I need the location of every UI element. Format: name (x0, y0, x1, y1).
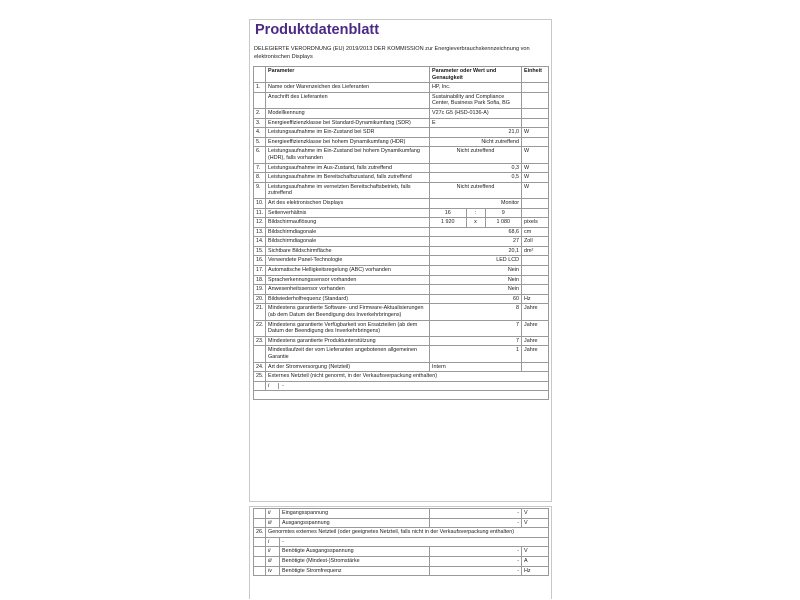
param-value: Nein (430, 285, 522, 295)
param-value: 60 (430, 294, 522, 304)
table-row (254, 547, 549, 557)
param-label: Art des elektronischen Displays (266, 198, 430, 208)
header-param: Parameter (266, 67, 430, 83)
param-value: Nein (430, 266, 522, 276)
param-value: V27c G5 (HSD-0136-A) (430, 108, 522, 118)
table-row (254, 556, 549, 566)
row-number: 1. (254, 83, 266, 93)
ratio-b: 9 (501, 209, 505, 216)
row-number: 2. (254, 108, 266, 118)
param-label: Genormtes externes Netzteil (oder geeignetes Netzteil, falls nicht in der Verkaufsverpackung enthalten) (266, 528, 549, 538)
ratio-separator: x (467, 218, 486, 227)
param-label: Name oder Warenzeichen des Lieferanten (266, 83, 430, 93)
param-value: Nicht zutreffend (430, 147, 522, 163)
param-value: 8 (430, 304, 522, 320)
roman-index: iii (266, 556, 280, 566)
param-value: Intern (430, 362, 522, 372)
param-value: Monitor (430, 198, 522, 208)
param-value: HP, Inc. (430, 83, 522, 93)
param-label: Eingangsspannung (280, 509, 430, 519)
table-row (254, 163, 549, 173)
row-number (254, 92, 266, 108)
param-unit: Hz (522, 294, 549, 304)
table-row (254, 198, 549, 208)
param-value: - (282, 382, 284, 389)
param-unit: W (522, 163, 549, 173)
param-label: Energieeffizienzklasse bei hohem Dynamikumfang (HDR) (266, 137, 430, 147)
param-unit: dm² (522, 246, 549, 256)
row-number (254, 346, 266, 362)
param-value: LED LCD (430, 256, 522, 266)
param-label: Bildschirmauflösung (266, 218, 430, 228)
blank-row (254, 391, 549, 400)
row-number: 9. (254, 182, 266, 198)
param-value (430, 218, 522, 228)
row-number: 3. (254, 118, 266, 128)
param-label: Mindestens garantierte Software- und Firmware-Aktualisierungen (ab dem Datum der Beendigung des Inverkehrbringens) (266, 304, 430, 320)
param-unit: A (522, 556, 549, 566)
param-label: Leistungsaufnahme im Ein-Zustand bei SDR (266, 128, 430, 138)
row-number: 24. (254, 362, 266, 372)
param-unit: W (522, 182, 549, 198)
param-label: Anwesenheitssensor vorhanden (266, 285, 430, 295)
table-row (254, 275, 549, 285)
param-value: Nein (430, 275, 522, 285)
table-row (254, 147, 549, 163)
table-row (254, 218, 549, 228)
row-number: 6. (254, 147, 266, 163)
table-row (254, 182, 549, 198)
row-number: 23. (254, 336, 266, 346)
table-row (254, 208, 549, 218)
param-label: Bildschirmdiagonale (266, 237, 430, 247)
header-no (254, 67, 266, 83)
param-label: Bildwiederholfrequenz (Standard) (266, 294, 430, 304)
table-row (254, 346, 549, 362)
table-row (254, 118, 549, 128)
ratio-b: 1 080 (496, 219, 510, 226)
row-number: 18. (254, 275, 266, 285)
param-unit: W (522, 128, 549, 138)
table-row (254, 304, 549, 320)
param-value: - (430, 556, 522, 566)
param-unit: Jahre (522, 336, 549, 346)
row-number: 7. (254, 163, 266, 173)
param-value: - (430, 518, 522, 528)
table-row (254, 285, 549, 295)
table-row (254, 362, 549, 372)
param-value (430, 208, 522, 218)
param-unit (522, 83, 549, 93)
table-row (254, 509, 549, 519)
row-number: 21. (254, 304, 266, 320)
param-unit: V (522, 518, 549, 528)
table-row (254, 137, 549, 147)
param-value: 68,6 (430, 227, 522, 237)
param-unit (522, 208, 549, 218)
table-row (254, 372, 549, 382)
datasheet-table (253, 66, 549, 400)
table-row (254, 528, 549, 538)
table-row (254, 566, 549, 576)
row-number: 26. (254, 528, 266, 538)
table-row (254, 320, 549, 336)
param-unit: Zoll (522, 237, 549, 247)
param-unit (522, 285, 549, 295)
param-value: - (430, 509, 522, 519)
param-unit: Jahre (522, 320, 549, 336)
ratio-separator: : (467, 209, 486, 218)
param-value: - (280, 537, 549, 547)
row-number: 25. (254, 372, 266, 382)
table-row (254, 92, 549, 108)
param-unit: W (522, 147, 549, 163)
param-label: Mindestens garantierte Verfügbarkeit von Ersatzteilen (ab dem Datum der Beendigung des Inverkehrbringens) (266, 320, 430, 336)
table-row (254, 294, 549, 304)
roman-index: i (268, 383, 279, 390)
param-label: Mindestlaufzeit der vom Lieferanten angebotenen allgemeinen Garantie (266, 346, 430, 362)
param-value: 0,5 (430, 173, 522, 183)
param-label: Benötigte Ausgangsspannung (280, 547, 430, 557)
sub-row (266, 381, 549, 391)
header-value: Parameter oder Wert und Genauigkeit (430, 67, 522, 83)
param-value: - (430, 566, 522, 576)
row-number: 10. (254, 198, 266, 208)
row-number: 4. (254, 128, 266, 138)
param-value: 21,0 (430, 128, 522, 138)
row-number: 22. (254, 320, 266, 336)
param-label: Anschrift des Lieferanten (266, 92, 430, 108)
param-value: 0,3 (430, 163, 522, 173)
table-row (254, 256, 549, 266)
table-row (254, 266, 549, 276)
param-label: Seitenverhältnis (266, 208, 430, 218)
table-row (254, 173, 549, 183)
roman-index: iii (266, 518, 280, 528)
table-header-row (254, 67, 549, 83)
datasheet-table-continued (253, 508, 549, 576)
param-unit: Hz (522, 566, 549, 576)
datasheet-table-body (254, 67, 549, 400)
regulation-subtitle: DELEGIERTE VERORDNUNG (EU) 2019/2013 DER KOMMISSION zur Energieverbrauchskennzeichnung von elektronischen Displays (254, 46, 530, 60)
param-label: Externes Netzteil (nicht genormt, in der Verkaufsverpackung enthalten) (266, 372, 549, 382)
param-unit (522, 362, 549, 372)
roman-index: i (266, 537, 280, 547)
param-value: 7 (430, 320, 522, 336)
param-value: - (430, 547, 522, 557)
ratio-a: 16 (430, 209, 467, 218)
param-unit (522, 108, 549, 118)
table-row (254, 227, 549, 237)
param-value: Sustainability and Compliance Center, Business Park Sofia, BG (430, 92, 522, 108)
param-label: Leistungsaufnahme im vernetzten Bereitschaftsbetrieb, falls zutreffend (266, 182, 430, 198)
row-number: 12. (254, 218, 266, 228)
row-number: 8. (254, 173, 266, 183)
param-label: Bildschirmdiagonale (266, 227, 430, 237)
param-unit (522, 118, 549, 128)
param-value: 1 (430, 346, 522, 362)
row-number: 17. (254, 266, 266, 276)
param-label: Energieeffizienzklasse bei Standard-Dynamikumfang (SDR) (266, 118, 430, 128)
row-number: 11. (254, 208, 266, 218)
param-label: Benötigte (Mindest-)Stromstärke (280, 556, 430, 566)
param-unit: W (522, 173, 549, 183)
param-unit (522, 266, 549, 276)
roman-index: ii (266, 509, 280, 519)
row-number: 16. (254, 256, 266, 266)
param-label: Mindestens garantierte Produktunterstützung (266, 336, 430, 346)
param-label: Ausgangsspannung (280, 518, 430, 528)
row-number: 13. (254, 227, 266, 237)
row-number: 20. (254, 294, 266, 304)
param-unit: Jahre (522, 304, 549, 320)
param-unit (522, 256, 549, 266)
table-row (254, 108, 549, 118)
param-unit: cm (522, 227, 549, 237)
param-unit: pixels (522, 218, 549, 228)
header-unit: Einheit (522, 67, 549, 83)
param-value: Nicht zutreffend (430, 182, 522, 198)
table-row (254, 237, 549, 247)
param-unit: Jahre (522, 346, 549, 362)
param-unit (522, 275, 549, 285)
table-row (254, 537, 549, 547)
param-label: Benötigte Stromfrequenz (280, 566, 430, 576)
param-label: Sichtbare Bildschirmfläche (266, 246, 430, 256)
row-number: 15. (254, 246, 266, 256)
param-unit: V (522, 509, 549, 519)
ratio-a: 1 920 (430, 218, 467, 227)
param-label: Modellkennung (266, 108, 430, 118)
table-row (254, 381, 549, 391)
param-value: 7 (430, 336, 522, 346)
roman-index: iv (266, 566, 280, 576)
param-label: Automatische Helligkeitsregelung (ABC) vorhanden (266, 266, 430, 276)
row-number: 19. (254, 285, 266, 295)
table-row (254, 336, 549, 346)
table-row (254, 83, 549, 93)
table-row (254, 518, 549, 528)
page-title: Produktdatenblatt (255, 22, 380, 38)
datasheet-page-1 (249, 19, 552, 502)
param-label: Spracherkennungssensor vorhanden (266, 275, 430, 285)
param-value: Nicht zutreffend (430, 137, 522, 147)
param-value: 20,1 (430, 246, 522, 256)
roman-index: ii (266, 547, 280, 557)
param-label: Leistungsaufnahme im Bereitschaftszustand, falls zutreffend (266, 173, 430, 183)
param-value: E (430, 118, 522, 128)
row-number: 5. (254, 137, 266, 147)
param-label: Leistungsaufnahme im Aus-Zustand, falls zutreffend (266, 163, 430, 173)
table-row (254, 246, 549, 256)
param-label: Art der Stromversorgung (Netzteil) (266, 362, 430, 372)
param-unit (522, 92, 549, 108)
table-row (254, 128, 549, 138)
param-unit: V (522, 547, 549, 557)
param-value: 27 (430, 237, 522, 247)
datasheet-page-2 (249, 506, 552, 599)
param-unit (522, 137, 549, 147)
row-number: 14. (254, 237, 266, 247)
param-unit (522, 198, 549, 208)
param-label: Verwendete Panel-Technologie (266, 256, 430, 266)
param-label: Leistungsaufnahme im Ein-Zustand bei hohem Dynamikumfang (HDR), falls vorhanden (266, 147, 430, 163)
